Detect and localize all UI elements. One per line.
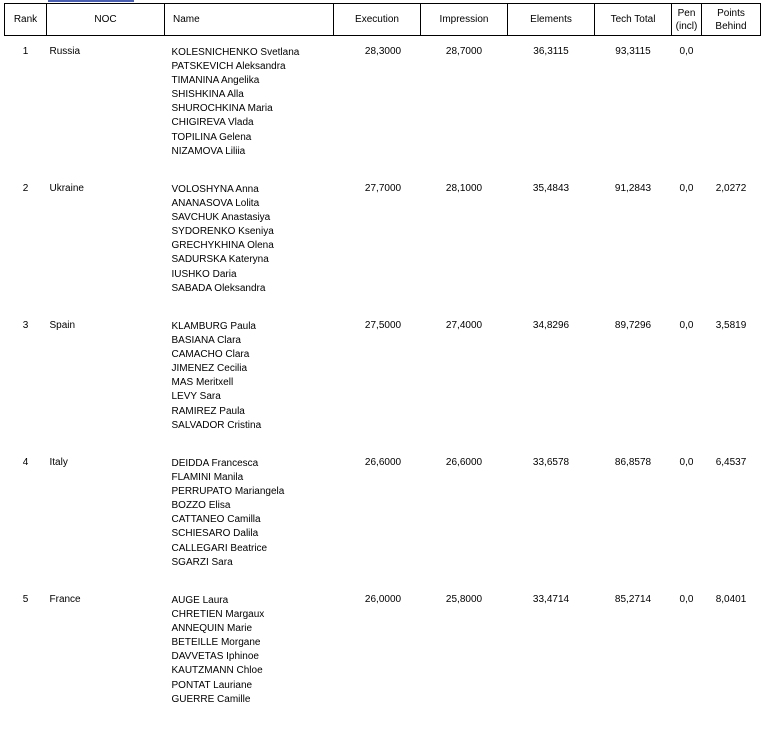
impression-cell: 28,7000 xyxy=(445,46,483,57)
athlete-name: TOPILINA Gelena xyxy=(171,131,252,143)
impression-cell: 28,1000 xyxy=(445,183,483,194)
athlete-name: VOLOSHYNA Anna xyxy=(171,184,259,195)
points-behind-cell: 8,0401 xyxy=(715,594,747,605)
names-cell xyxy=(165,310,334,447)
athlete-name: LEVY Sara xyxy=(171,391,221,403)
noc-cell: Italy xyxy=(49,457,68,468)
header-pen-line1: Pen xyxy=(677,7,696,19)
results-table xyxy=(4,3,761,721)
athlete-name: BETEILLE Morgane xyxy=(171,637,261,649)
points-behind-cell: 2,0272 xyxy=(715,183,747,194)
pen-cell: 0,0 xyxy=(679,183,694,194)
rank-cell: 5 xyxy=(22,594,29,605)
tech-total-cell: 93,3115 xyxy=(615,46,651,57)
table-row xyxy=(5,173,761,310)
athlete-name: KOLESNICHENKO Svetlana xyxy=(171,47,300,58)
athlete-name: RAMIREZ Paula xyxy=(171,405,245,417)
athlete-name: SAVCHUK Anastasiya xyxy=(171,212,271,224)
header-noc: NOC xyxy=(47,4,165,36)
athlete-name: SGARZI Sara xyxy=(171,556,233,568)
athlete-name: CALLEGARI Beatrice xyxy=(171,542,268,554)
execution-cell: 27,5000 xyxy=(364,320,402,331)
table-row xyxy=(5,36,761,174)
athlete-name: CHRETIEN Margaux xyxy=(171,609,265,621)
athlete-name: AUGE Laura xyxy=(171,595,229,606)
execution-cell: 28,3000 xyxy=(364,46,402,57)
athlete-name: PONTAT Lauriane xyxy=(171,679,253,691)
pen-cell: 0,0 xyxy=(679,320,694,331)
header-points-line2: Behind xyxy=(715,20,747,32)
athlete-name: BOZZO Elisa xyxy=(171,500,231,512)
athlete-name: PATSKEVICH Aleksandra xyxy=(171,61,286,73)
athlete-name: KLAMBURG Paula xyxy=(171,321,256,332)
athlete-name: SALVADOR Cristina xyxy=(171,419,262,431)
names-cell xyxy=(165,584,334,721)
athlete-list xyxy=(172,46,334,159)
elements-cell: 35,4843 xyxy=(532,183,570,194)
athlete-name: CHIGIREVA Vlada xyxy=(171,117,254,129)
execution-cell: 26,0000 xyxy=(364,594,402,605)
athlete-list xyxy=(172,457,334,570)
athlete-name: SABADA Oleksandra xyxy=(171,282,266,294)
pen-cell: 0,0 xyxy=(679,594,694,605)
execution-cell: 27,7000 xyxy=(364,183,402,194)
impression-cell: 25,8000 xyxy=(445,594,483,605)
athlete-name: ANNEQUIN Marie xyxy=(171,623,253,635)
athlete-name: TIMANINA Angelika xyxy=(171,75,260,87)
names-cell xyxy=(165,173,334,310)
header-rank: Rank xyxy=(5,4,47,36)
athlete-name: SCHIESARO Dalila xyxy=(171,528,259,540)
rank-cell: 2 xyxy=(22,183,29,194)
athlete-name: PERRUPATO Mariangela xyxy=(171,486,285,498)
athlete-list xyxy=(172,183,334,296)
athlete-name: SADURSKA Kateryna xyxy=(171,254,269,266)
results-body xyxy=(5,36,761,722)
athlete-name: SHUROCHKINA Maria xyxy=(171,103,273,115)
elements-cell: 34,8296 xyxy=(532,320,570,331)
athlete-list xyxy=(172,594,334,707)
athlete-name: DAVVETAS Iphinoe xyxy=(171,651,259,663)
athlete-name: CAMACHO Clara xyxy=(171,349,250,361)
header-name: Name xyxy=(165,4,334,36)
pen-cell: 0,0 xyxy=(679,457,694,468)
athlete-name: GRECHYKHINA Olena xyxy=(171,240,274,252)
tech-total-cell: 85,2714 xyxy=(614,594,652,605)
rank-cell: 4 xyxy=(22,457,29,468)
header-impression: Impression xyxy=(421,4,508,36)
athlete-name: FLAMINI Manila xyxy=(171,472,244,484)
header-pen xyxy=(672,4,702,36)
names-cell xyxy=(165,36,334,174)
tech-total-cell: 86,8578 xyxy=(614,457,652,468)
table-row xyxy=(5,584,761,721)
table-row xyxy=(5,310,761,447)
header-points-line1: Points xyxy=(717,7,745,19)
noc-cell: Spain xyxy=(49,320,76,331)
athlete-name: BASIANA Clara xyxy=(171,335,241,347)
points-behind-cell: 6,4537 xyxy=(715,457,747,468)
rank-cell: 3 xyxy=(22,320,29,331)
table-row xyxy=(5,447,761,584)
impression-cell: 27,4000 xyxy=(445,320,483,331)
noc-cell: Russia xyxy=(49,46,81,57)
header-execution: Execution xyxy=(334,4,421,36)
header-row xyxy=(5,4,761,36)
noc-cell: France xyxy=(49,594,81,605)
tech-total-cell: 89,7296 xyxy=(614,320,652,331)
header-pen-line2: (incl) xyxy=(675,20,698,32)
athlete-name: IUSHKO Daria xyxy=(171,268,237,280)
points-behind-cell xyxy=(702,36,761,174)
header-tech-total: Tech Total xyxy=(595,4,672,36)
execution-cell: 26,6000 xyxy=(364,457,402,468)
athlete-name: SHISHKINA Alla xyxy=(171,89,244,101)
athlete-name: JIMENEZ Cecilia xyxy=(171,363,248,375)
athlete-name: KAUTZMANN Chloe xyxy=(171,665,263,677)
header-elements: Elements xyxy=(508,4,595,36)
elements-cell: 33,4714 xyxy=(532,594,570,605)
athlete-name: ANANASOVA Lolita xyxy=(171,198,260,210)
points-behind-cell: 3,5819 xyxy=(715,320,747,331)
athlete-name: CATTANEO Camilla xyxy=(171,514,261,526)
elements-cell: 36,3115 xyxy=(533,46,569,57)
elements-cell: 33,6578 xyxy=(532,457,570,468)
athlete-list xyxy=(172,320,334,433)
tech-total-cell: 91,2843 xyxy=(614,183,652,194)
athlete-name: GUERRE Camille xyxy=(171,693,251,705)
noc-cell: Ukraine xyxy=(49,183,84,194)
header-points-behind xyxy=(702,4,761,36)
athlete-name: SYDORENKO Kseniya xyxy=(171,226,274,238)
athlete-name: NIZAMOVA Liliia xyxy=(171,145,246,157)
impression-cell: 26,6000 xyxy=(445,457,483,468)
rank-cell: 1 xyxy=(22,46,29,57)
pen-cell: 0,0 xyxy=(679,46,694,57)
athlete-name: MAS Meritxell xyxy=(171,377,234,389)
names-cell xyxy=(165,447,334,584)
athlete-name: DEIDDA Francesca xyxy=(171,458,259,469)
